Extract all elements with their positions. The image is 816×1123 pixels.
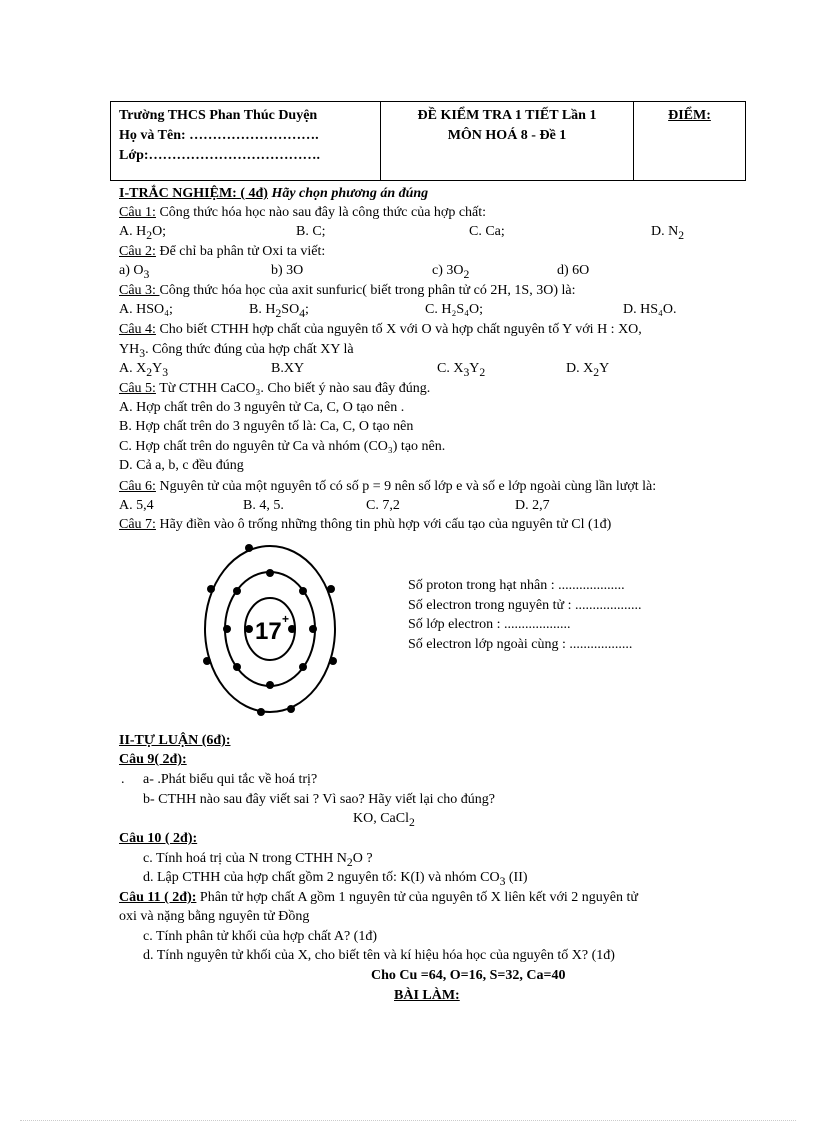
q4-option-c: C. $X_3Y_2$ <box>437 361 486 379</box>
score-cell <box>634 102 745 180</box>
q11-c: c. Tính phân tử khối của hợp chất A? (1đ) <box>143 929 378 944</box>
q3-option-a: A. HSO₄; <box>119 302 173 317</box>
class-line: Lớp:………………………………. <box>119 148 321 163</box>
q2-option-d: d) 6O <box>557 263 590 278</box>
electron <box>327 585 335 593</box>
electron <box>223 625 231 633</box>
exam-subject: MÔN HOÁ 8 - Đề 1 <box>447 128 567 143</box>
student-info-cell <box>111 102 381 180</box>
answer-title: BÀI LÀM: <box>394 988 460 1003</box>
q10-d: d. Lập CTHH của hợp chất gồm 2 nguyên tố: K(I) và nhóm $CO_3$ (II) <box>143 870 528 888</box>
q9-label: Câu 9( 2đ): <box>119 752 187 767</box>
q7-fill-electrons: Số electron trong nguyên tử : ................... <box>408 598 642 613</box>
part1-title: I-TRẮC NGHIỆM: ( 4đ) <box>119 186 268 201</box>
q2-text: Để chỉ ba phân tử Oxi ta viết: <box>155 244 326 259</box>
q5-option-d: D. Cả a, b, c đều đúng <box>119 458 244 473</box>
q1-option-c: C. Ca; <box>469 224 505 239</box>
q9-a: a- .Phát biểu qui tắc về hoá trị? <box>143 772 318 787</box>
q6-option-d: D. 2,7 <box>515 498 550 513</box>
student-name-line: Họ và Tên: ………………………. <box>119 128 319 143</box>
q10-c: c. Tính hoá trị của N trong CTHH $N_2O$ ? <box>143 851 373 869</box>
q6-label: Câu 6: <box>119 479 156 494</box>
q9-b: b- CTHH nào sau đây viết sai ? Vì sao? Hãy viết lại cho đúng? <box>143 792 495 807</box>
question-7 <box>119 516 611 534</box>
q5-option-c: C. Hợp chất trên do nguyên tử Ca và nhóm (CO₃) tạo nên. <box>119 439 446 454</box>
page-bottom-divider <box>20 1120 796 1121</box>
electron <box>203 657 211 665</box>
q2-option-c: c) $3O_2$ <box>432 263 470 281</box>
q11-d: d. Tính nguyên tử khối của X, cho biết tên và kí hiệu hóa học của nguyên tố X? (1đ) <box>143 948 615 963</box>
q3-label: Câu 3: <box>119 283 160 298</box>
q11-text: Phân tử hợp chất A gồm 1 nguyên tử của nguyên tố X liên kết với 2 nguyên tử <box>196 890 638 905</box>
question-4 <box>119 321 642 339</box>
q9-formulas: KO, CaCl$_2$ <box>353 811 415 829</box>
electron <box>329 657 337 665</box>
electron <box>245 625 253 633</box>
question-5 <box>119 380 430 398</box>
electron <box>233 587 241 595</box>
q7-text: Hãy điền vào ô trống những thông tin phù hợp với cấu tạo của nguyên tử Cl (1đ) <box>155 517 612 532</box>
part2-title: II-TỰ LUẬN (6đ): <box>119 733 231 748</box>
q5-option-a: A. Hợp chất trên do 3 nguyên tử Ca, C, O tạo nên . <box>119 400 405 415</box>
question-6 <box>119 478 656 496</box>
question-1 <box>119 204 486 222</box>
q2-option-b: b) 3O <box>271 263 304 278</box>
exam-title: ĐỀ KIỂM TRA 1 TIẾT Lần 1 <box>417 108 597 123</box>
electron <box>207 585 215 593</box>
electron <box>288 625 296 633</box>
electron <box>299 587 307 595</box>
q5-label: Câu 5: <box>119 381 156 396</box>
q7-label: Câu 7: <box>119 517 156 532</box>
school-name: Trường THCS Phan Thúc Duyện <box>119 108 318 123</box>
q4-option-a: A. $X_2Y_3$ <box>119 361 169 379</box>
q7-fill-shells: Số lớp electron : ................... <box>408 617 571 632</box>
q6-option-a: A. 5,4 <box>119 498 154 513</box>
electron <box>233 663 241 671</box>
chlorine-atom-diagram <box>203 541 343 721</box>
q6-text: Nguyên tử của một nguyên tố có số p = 9 nên số lớp e và số e lớp ngoài cùng lần lượt là: <box>155 479 657 494</box>
q1-label: Câu 1: <box>119 205 156 220</box>
part1-instruction: Hãy chọn phương án đúng <box>271 186 429 201</box>
q3-option-d: D. HS₄O. <box>623 302 677 317</box>
header-table <box>110 101 746 181</box>
q6-option-c: C. 7,2 <box>366 498 400 513</box>
score-label: ĐIỂM: <box>668 108 711 123</box>
q11-line2: oxi và nặng bằng nguyên tử Đồng <box>119 909 310 924</box>
q4-label: Câu 4: <box>119 322 156 337</box>
q1-option-a: A. $H_2O$; <box>119 224 167 242</box>
q5-option-b: B. Hợp chất trên do 3 nguyên tố là: Ca, C, O tạo nên <box>119 419 414 434</box>
q11-label: Câu 11 ( 2đ): <box>119 890 197 905</box>
question-11 <box>119 889 638 907</box>
q7-fill-outer-electrons: Số electron lớp ngoài cùng : .................. <box>408 637 633 652</box>
nucleus-sign: + <box>282 612 290 626</box>
q1-option-d: D. $N_2$ <box>651 224 685 242</box>
constants-line: Cho Cu =64, O=16, S=32, Ca=40 <box>371 968 566 983</box>
nucleus-charge: 17 <box>255 618 282 645</box>
electron <box>287 705 295 713</box>
q4-text: Cho biết CTHH hợp chất của nguyên tố X với O và hợp chất nguyên tố Y với H : XO, <box>155 322 642 337</box>
q7-fill-protons: Số proton trong hạt nhân : ................... <box>408 578 625 593</box>
electron <box>309 625 317 633</box>
question-2 <box>119 243 325 261</box>
q4-option-b: B.XY <box>271 361 305 376</box>
electron <box>257 708 265 716</box>
q9-dot: . <box>121 772 125 787</box>
q2-label: Câu 2: <box>119 244 156 259</box>
q3-option-b: B. $H_2SO_4$; <box>249 302 309 320</box>
exam-info-cell <box>381 102 634 180</box>
electron <box>266 569 274 577</box>
q1-option-b: B. C; <box>296 224 326 239</box>
electron <box>266 681 274 689</box>
q1-text: Công thức hóa học nào sau đây là công thức của hợp chất: <box>155 205 487 220</box>
q4-text-line2: $YH_3$. Công thức đúng của hợp chất XY là <box>119 342 354 360</box>
q10-label: Câu 10 ( 2đ): <box>119 831 198 846</box>
question-3 <box>119 282 575 300</box>
electron <box>245 544 253 552</box>
part1-heading <box>119 185 428 203</box>
q4-option-d: D. $X_2Y$ <box>566 361 610 379</box>
q3-text: Công thức hóa học của axit sunfuric( biết trong phân tử có 2H, 1S, 3O) là: <box>159 283 576 298</box>
electron <box>299 663 307 671</box>
q2-option-a: a) $O_3$ <box>119 263 150 281</box>
q6-option-b: B. 4, 5. <box>243 498 284 513</box>
q3-option-c: C. H₂S₄O; <box>425 302 483 317</box>
q5-text: Từ CTHH CaCO₃. Cho biết ý nào sau đây đúng. <box>155 381 431 396</box>
